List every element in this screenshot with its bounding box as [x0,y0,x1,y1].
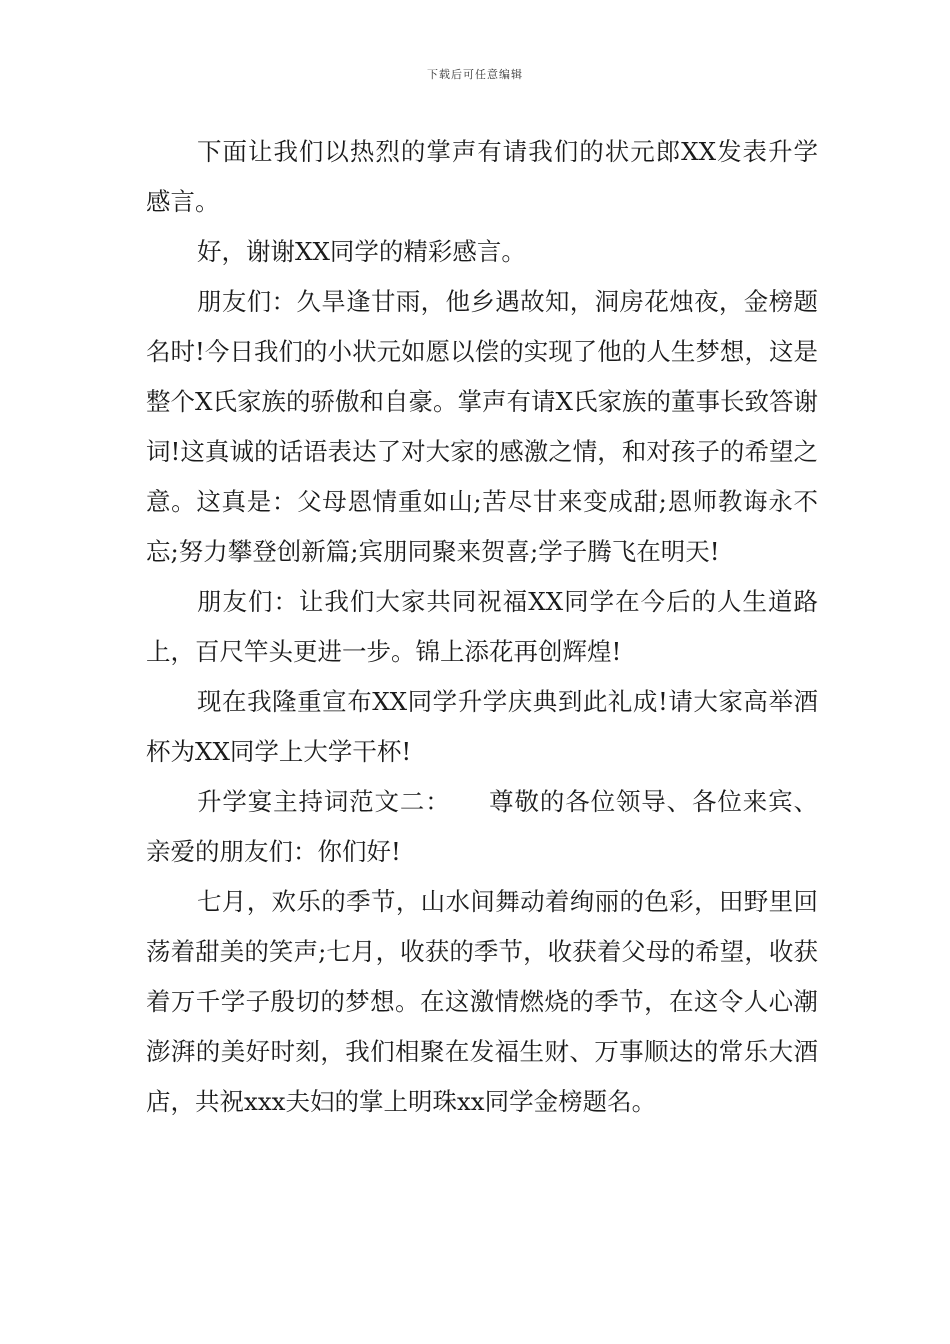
document-body [146,127,818,1127]
paragraph-friends-celebration: 朋友们：久旱逢甘雨，他乡遇故知，洞房花烛夜，金榜题名时!今日我们的小状元如愿以偿的实现了他的人生梦想，这是整个X氏家族的骄傲和自豪。掌声有请X氏家族的董事长致答谢词!这真诚的话语表达了对大家的感激之情，和对孩子的希望之意。这真是：父母恩情重如山;苦尽甘来变成甜;恩师教诲永不忘;努力攀登创新篇;宾朋同聚来贺喜;学子腾飞在明天! [146,287,818,566]
paragraph-sample-two-greeting: 升学宴主持词范文二： 尊敬的各位领导、各位来宾、亲爱的朋友们：你们好! [146,787,818,866]
paragraph-blessing: 朋友们：让我们大家共同祝福XX同学在今后的人生道路上，百尺竿头更进一步。锦上添花再创辉煌! [146,587,818,666]
paragraph-invite-speech: 下面让我们以热烈的掌声有请我们的状元郎XX发表升学感言。 [146,137,818,216]
header-note: 下载后可任意编辑 [427,68,523,81]
paragraph-thanks: 好，谢谢XX同学的精彩感言。 [197,237,526,266]
paragraph-july: 七月，欢乐的季节，山水间舞动着绚丽的色彩，田野里回荡着甜美的笑声;七月，收获的季节，收获着父母的希望，收获着万千学子殷切的梦想。在这激情燃烧的季节，在这令人心潮澎湃的美好时刻，我们相聚在发福生财、万事顺达的常乐大酒店，共祝xxx夫妇的掌上明珠xx同学金榜题名。 [146,887,818,1116]
paragraph-toast: 现在我隆重宣布XX同学升学庆典到此礼成!请大家高举酒杯为XX同学上大学干杯! [146,687,818,766]
